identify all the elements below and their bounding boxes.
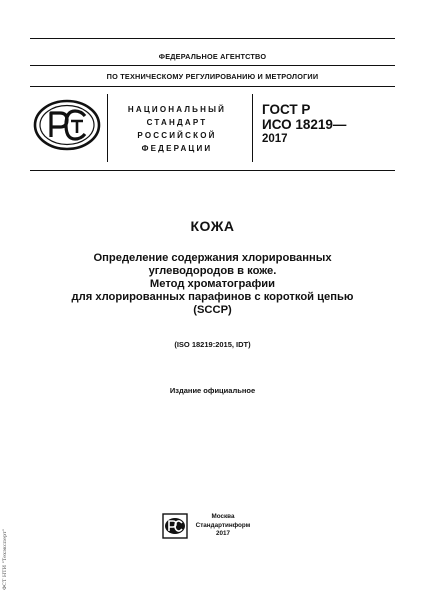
designation-line2: ИСО 18219— [262,117,347,132]
standard-designation [262,102,346,147]
subtitle-line5: (SCCP) [193,304,232,316]
subtitle-line1: Определение содержания хлорированных [93,252,332,264]
national-standard-label [112,103,242,155]
national-standard-line1: НАЦИОНАЛЬНЫЙ [127,105,227,114]
publisher-name: Стандартинформ [195,521,251,529]
designation-year: 2017 [262,133,288,145]
document-subtitle [30,252,395,317]
subtitle-line4: для хлорированных парафинов с короткой цепью [71,291,354,303]
edition-note: Издание официальное [169,386,256,395]
subtitle-line2: углеводородов в коже. [148,265,277,277]
publisher-info [193,513,253,539]
side-stamp: ФСТ НТИ "Техэксперт" [2,528,8,590]
national-standard-line4: ФЕДЕРАЦИИ [141,144,213,153]
subtitle-line3: Метод хроматографии [149,278,276,290]
publisher-city: Москва [211,513,235,520]
agency-name-line1: ФЕДЕРАЛЬНОЕ АГЕНТСТВО [158,52,267,61]
header-rule [30,86,395,87]
document-title: КОЖА [190,218,235,234]
top-rule [30,38,395,39]
designation-line1: ГОСТ Р [262,102,311,117]
national-standard-line2: СТАНДАРТ [146,118,208,127]
iso-reference: (ISO 18219:2015, IDT) [174,340,251,349]
header-divider-right [252,94,253,162]
gost-mark-icon [33,99,101,151]
agency-name-line2: ПО ТЕХНИЧЕСКОМУ РЕГУЛИРОВАНИЮ И МЕТРОЛОГИИ [106,72,319,81]
publisher-year: 2017 [215,530,230,537]
agency-rule [30,65,395,66]
header-divider-left [107,94,108,162]
header-bottom-rule [30,170,395,171]
publisher-logo-icon [162,513,188,539]
national-standard-line3: РОССИЙСКОЙ [137,131,217,140]
